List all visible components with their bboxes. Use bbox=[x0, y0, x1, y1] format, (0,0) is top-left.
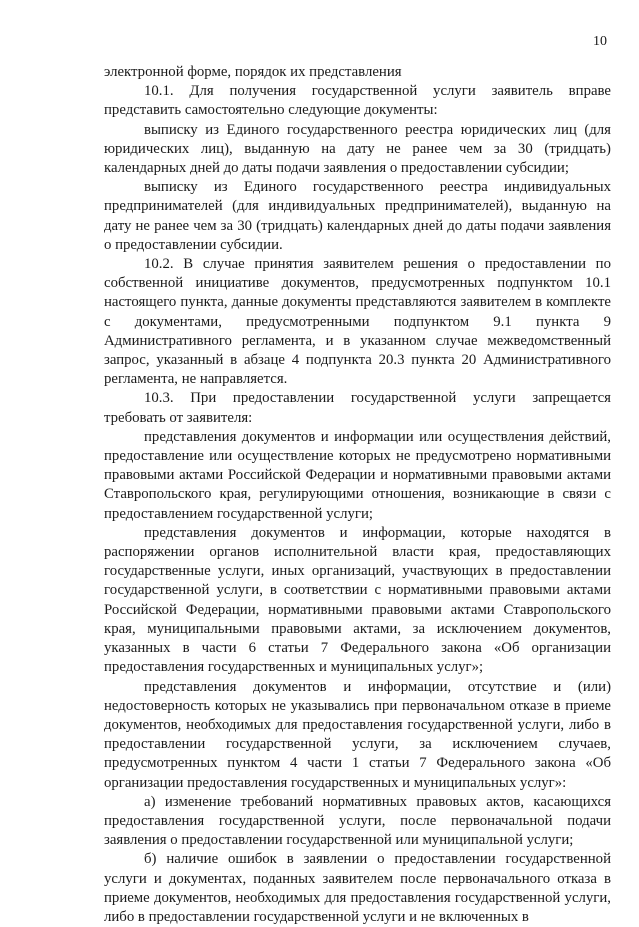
page-number: 10 bbox=[593, 34, 607, 49]
paragraph: 10.2. В случае принятия заявителем решения о предоставлении по собственной инициативе документов, предусмотренных подпунктом 10.1 настоящего пункта, данные документы представляются заявителем в комплекте с документами, предусмотренными подпунктом 9.1 пункта 9 Административного регламента, и в указанном случае межведомственный запрос, указанный в абзаце 4 подпункта 20.3 пункта 20 Административного регламента, не направляется. bbox=[104, 256, 611, 388]
paragraph: представления документов и информации или осуществления действий, предоставление или осуществление которых не предусмотрено нормативными правовыми актами Российской Федерации и нормативными правовыми актами Ставропольского края, регулирующими отношения, возникающие в связи с предоставлением государственной услуги; bbox=[104, 428, 611, 522]
paragraph: представления документов и информации, отсутствие и (или) недостоверность которых не указывались при первоначальном отказе в приеме документов, необходимых для предоставления государственной услуги, либо в предоставлении государственной услуги, за исключением случаев, предусмотренных пунктом 4 части 1 статьи 7 Федерального закона «Об организации предоставления государственных и муниципальных услуг»: bbox=[104, 678, 611, 791]
continued-paragraph: электронной форме, порядок их представления bbox=[104, 64, 402, 80]
paragraph: а) изменение требований нормативных правовых актов, касающихся предоставления государственной услуги, после первоначальной подачи заявления о предоставлении государственной или муниципальной услуги; bbox=[104, 793, 611, 849]
paragraph: представления документов и информации, которые находятся в распоряжении органов исполнительной власти края, предоставляющих государственные услуги, иных организаций, участвующих в предоставлении государственной услуги, в соответствии с нормативными правовыми актами Российской Федерации, нормативными правовыми актами Ставропольского края, муниципальными правовыми актами, за исключением документов, указанных в части 6 статьи 7 Федерального закона «Об организации предоставления государственных и муниципальных услуг»; bbox=[104, 524, 611, 676]
paragraph: выписку из Единого государственного реестра юридических лиц (для юридических лиц), выданную на дату не ранее чем за 30 (тридцать) календарных дней до даты подачи заявления о предоставлении субсидии; bbox=[104, 121, 611, 177]
paragraph: 10.3. При предоставлении государственной услуги запрещается требовать от заявителя: bbox=[104, 390, 611, 426]
paragraph: б) наличие ошибок в заявлении о предоставлении государственной услуги и документах, поданных заявителем после первоначального отказа в приеме документов, необходимых для предоставления государственной услуги, либо в предоставлении государственной услуги и не включенных в bbox=[104, 851, 611, 925]
paragraph: выписку из Единого государственного реестра индивидуальных предпринимателей (для индивидуальных предпринимателей), выданную на дату не ранее чем за 30 (тридцать) календарных дней до даты подачи заявления о предоставлении субсидии. bbox=[104, 179, 611, 253]
paragraph: 10.1. Для получения государственной услуги заявитель вправе представить самостоятельно следующие документы: bbox=[104, 83, 611, 119]
document-body bbox=[104, 63, 611, 927]
